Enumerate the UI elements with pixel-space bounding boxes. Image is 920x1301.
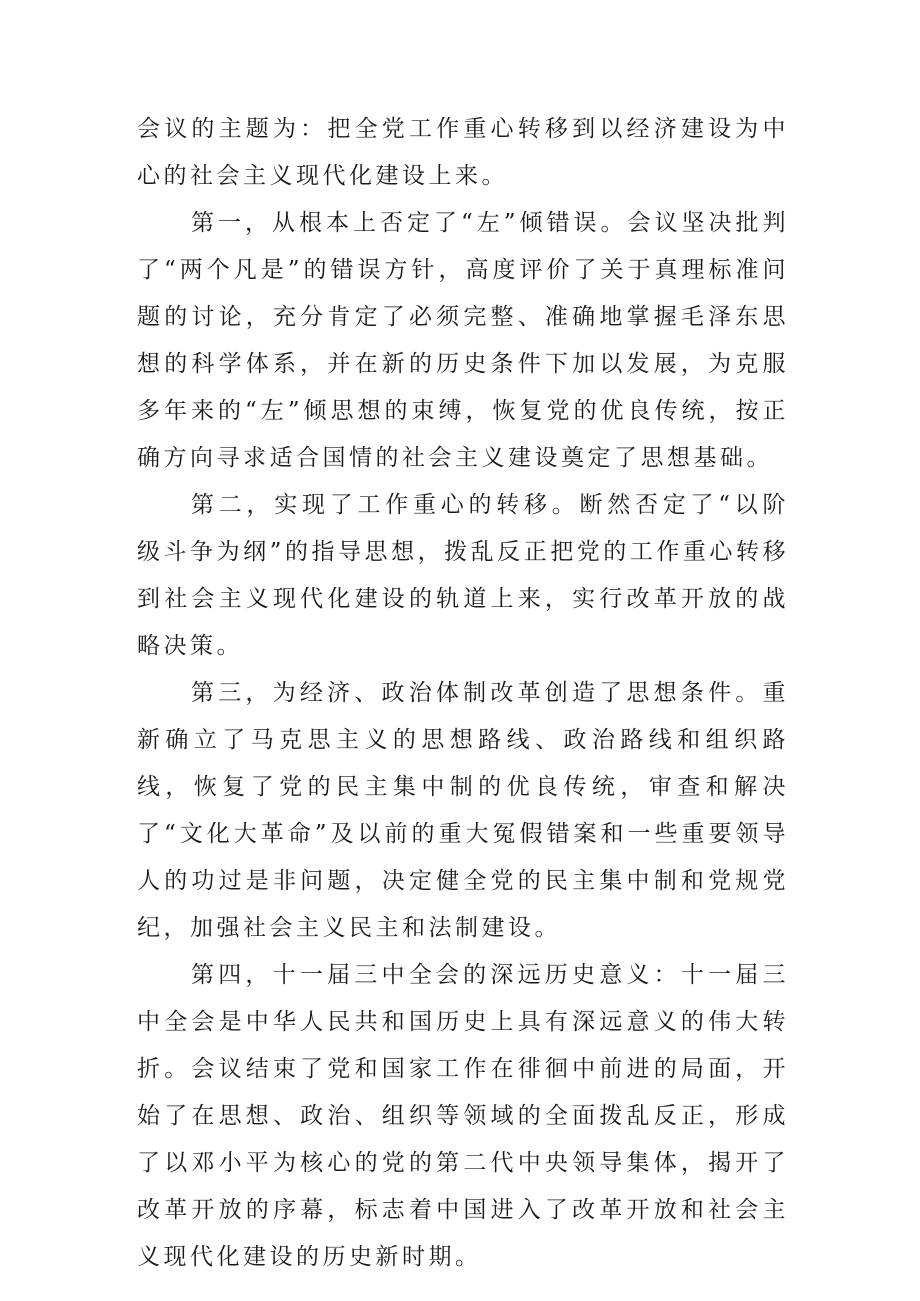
document-body [137,106,789,1281]
paragraph-third: 第三，为经济、政治体制改革创造了思想条件。重新确立了马克思主义的思想路线、政治路线和组织路线，恢复了党的民主集中制的优良传统，审查和解决了“文化大革命”及以前的重大冤假错案和一些重要领导人的功过是非问题，决定健全党的民主集中制和党规党纪，加强社会主义民主和法制建设。 [137,680,789,941]
paragraph-first: 第一，从根本上否定了“左”倾错误。会议坚决批判了“两个凡是”的错误方针，高度评价了关于真理标准问题的讨论，充分肯定了必须完整、准确地掌握毛泽东思想的科学体系，并在新的历史条件下加以发展，为克服多年来的“左”倾思想的束缚，恢复党的优良传统，按正确方向寻求适合国情的社会主义建设奠定了思想基础。 [137,210,789,471]
paragraph-second: 第二，实现了工作重心的转移。断然否定了“以阶级斗争为纲”的指导思想，拨乱反正把党的工作重心转移到社会主义现代化建设的轨道上来，实行改革开放的战略决策。 [137,492,789,659]
paragraph-fourth: 第四，十一届三中全会的深远历史意义：十一届三中全会是中华人民共和国历史上具有深远意义的伟大转折。会议结束了党和国家工作在徘徊中前进的局面，开始了在思想、政治、组织等领域的全面拨乱反正，形成了以邓小平为核心的党的第二代中央领导集体，揭开了改革开放的序幕，标志着中国进入了改革开放和社会主义现代化建设的历史新时期。 [137,962,789,1270]
paragraph-theme: 会议的主题为：把全党工作重心转移到以经济建设为中心的社会主义现代化建设上来。 [137,116,789,189]
